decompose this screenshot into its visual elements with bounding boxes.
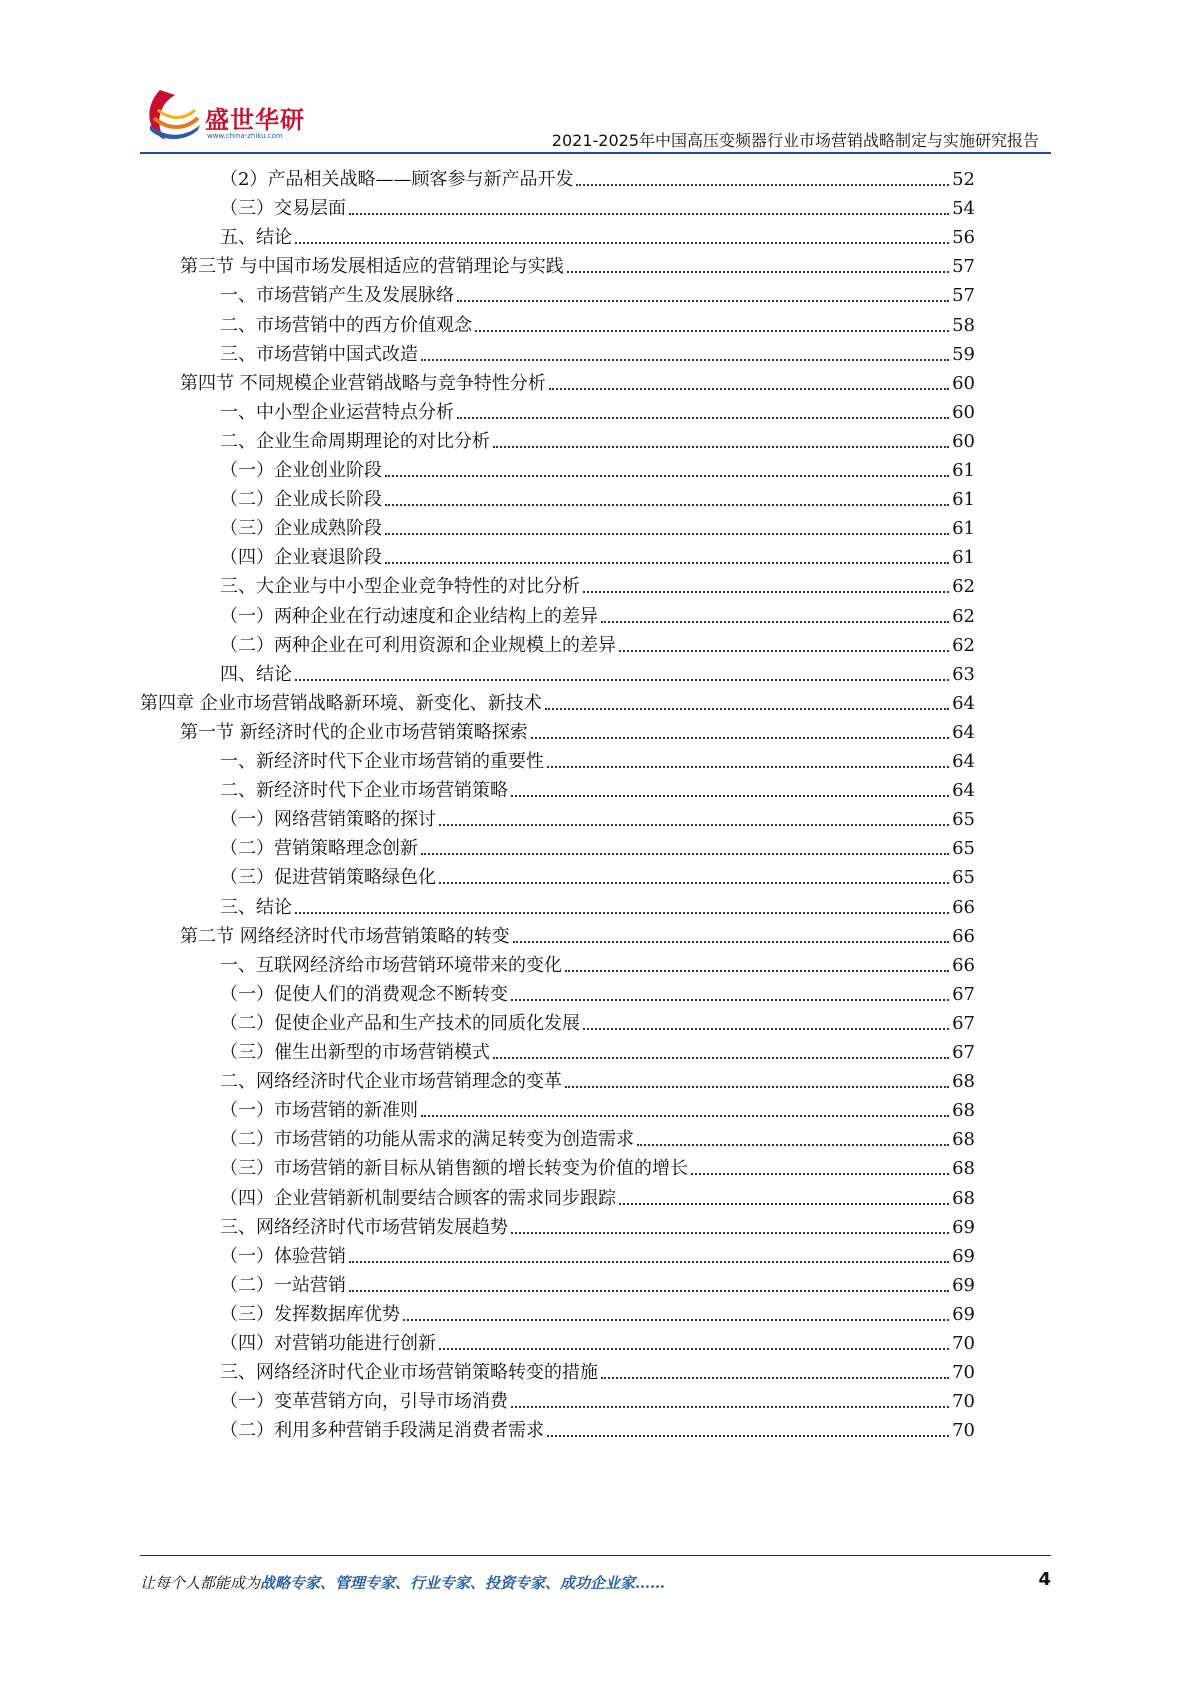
toc-entry-page: 64 (952, 692, 975, 714)
toc-entry[interactable] (220, 1121, 975, 1151)
toc-leader-dots (545, 708, 949, 710)
toc-entry-title: （三）促进营销策略绿色化 (220, 867, 436, 889)
toc-entry-title: 三、大企业与中小型企业竞争特性的对比分析 (220, 576, 580, 598)
toc-entry-title: （二）利用多种营销手段满足消费者需求 (220, 1420, 544, 1442)
toc-entry-page: 65 (952, 838, 975, 860)
toc-leader-dots (457, 417, 949, 419)
toc-entry-page: 68 (952, 1187, 975, 1209)
toc-entry[interactable] (220, 336, 975, 366)
toc-leader-dots (619, 1203, 949, 1205)
toc-entry-title: 二、企业生命周期理论的对比分析 (220, 430, 490, 452)
toc-entry-title: （四）对营销功能进行创新 (220, 1333, 436, 1354)
toc-entry-page: 60 (952, 372, 975, 394)
toc-entry-title: 第三节 与中国市场发展相适应的营销理论与实践 (180, 256, 564, 278)
toc-entry-title: 二、市场营销中的西方价值观念 (220, 314, 472, 336)
toc-entry-title: 四、结论 (220, 663, 292, 685)
toc-entry-title: 第四章 企业市场营销战略新环境、新变化、新技术 (140, 692, 542, 714)
toc-entry[interactable] (220, 1325, 975, 1355)
toc-entry-title: （三）交易层面 (220, 198, 346, 220)
toc-entry-title: （二）企业成长阶段 (220, 489, 382, 511)
toc-entry-page: 67 (952, 1042, 975, 1063)
toc-entry[interactable] (220, 947, 975, 977)
toc-entry[interactable] (220, 1150, 975, 1180)
toc-leader-dots (531, 737, 949, 739)
toc-entry-page: 60 (952, 430, 975, 452)
toc-entry-page: 63 (952, 663, 975, 685)
toc-entry-page: 66 (952, 954, 975, 976)
footer-slogan (140, 1572, 665, 1593)
toc-entry-title: （四）企业衰退阶段 (220, 547, 382, 569)
toc-entry-page: 70 (952, 1333, 975, 1354)
toc-leader-dots (439, 1348, 949, 1350)
toc-entry[interactable] (180, 714, 975, 744)
toc-entry[interactable] (220, 1180, 975, 1210)
header-divider (140, 152, 1051, 154)
toc-leader-dots (576, 184, 949, 186)
toc-entry[interactable] (220, 976, 975, 1006)
toc-entry[interactable] (220, 889, 975, 919)
toc-entry[interactable] (220, 1209, 975, 1239)
toc-entry-page: 68 (952, 1158, 975, 1180)
toc-entry[interactable] (180, 248, 975, 278)
toc-entry-page: 52 (952, 169, 975, 190)
toc-leader-dots (565, 970, 949, 972)
toc-entry-title: （一）变革营销方向，引导市场消费 (220, 1391, 508, 1413)
toc-entry-title: 第四节 不同规模企业营销战略与竞争特性分析 (180, 372, 546, 394)
toc-entry[interactable] (220, 830, 975, 860)
toc-leader-dots (295, 679, 949, 681)
footer-slogan-highlight: 战略专家、管理专家、行业专家、投资专家、成功企业家…… (260, 1574, 666, 1592)
toc-entry[interactable] (220, 1063, 975, 1093)
toc-entry-title: （二）市场营销的功能从需求的满足转变为创造需求 (220, 1129, 634, 1151)
toc-entry-title: 五、结论 (220, 227, 292, 249)
toc-entry-title: （二）一站营销 (220, 1274, 346, 1296)
toc-entry[interactable] (220, 161, 975, 191)
toc-entry-page: 66 (952, 896, 975, 918)
toc-leader-dots (385, 533, 949, 535)
toc-leader-dots (601, 1377, 949, 1379)
toc-entry-page: 60 (952, 401, 975, 423)
toc-leader-dots (439, 882, 949, 884)
toc-entry-title: （一）体验营销 (220, 1245, 346, 1267)
toc-entry-title: （三）发挥数据库优势 (220, 1303, 400, 1325)
toc-leader-dots (549, 388, 949, 390)
toc-entry[interactable] (220, 568, 975, 598)
toc-entry-title: （一）企业创业阶段 (220, 460, 382, 481)
toc-entry[interactable] (220, 452, 975, 482)
toc-entry-page: 59 (952, 343, 975, 365)
toc-entry[interactable] (220, 307, 975, 337)
brand-url: www.china-zhiku.com (207, 132, 283, 140)
toc-entry-page: 67 (952, 983, 975, 1005)
toc-entry[interactable] (220, 1354, 975, 1384)
toc-entry[interactable] (220, 510, 975, 540)
toc-entry-page: 69 (952, 1274, 975, 1296)
toc-entry-page: 70 (952, 1420, 975, 1442)
toc-entry-title: （二）两种企业在可利用资源和企业规模上的差异 (220, 634, 616, 656)
toc-leader-dots (421, 853, 949, 855)
toc-leader-dots (547, 766, 949, 768)
toc-entry-page: 57 (952, 256, 975, 278)
toc-entry-title: 一、中小型企业运营特点分析 (220, 401, 454, 423)
toc-leader-dots (403, 1319, 949, 1321)
toc-entry-title: （2）产品相关战略——顾客参与新产品开发 (220, 169, 574, 190)
toc-leader-dots (637, 1144, 949, 1146)
toc-entry-page: 68 (952, 1129, 975, 1151)
toc-entry-page: 64 (952, 780, 975, 802)
toc-entry[interactable] (180, 918, 975, 948)
brand-name: 盛世华研 (205, 106, 305, 134)
toc-entry[interactable] (220, 627, 975, 657)
toc-entry[interactable] (180, 365, 975, 395)
footer-slogan-prefix: 让每个人都能成为 (140, 1574, 261, 1592)
toc-leader-dots (601, 621, 949, 623)
toc-entry-title: （一）两种企业在行动速度和企业结构上的差异 (220, 605, 598, 627)
toc-leader-dots (349, 213, 949, 215)
toc-entry[interactable] (220, 598, 975, 628)
toc-entry-page: 62 (952, 605, 975, 627)
toc-leader-dots (457, 300, 949, 302)
toc-entry-page: 68 (952, 1071, 975, 1093)
toc-entry[interactable] (220, 1296, 975, 1326)
toc-entry[interactable] (220, 423, 975, 453)
toc-entry-title: （二）促使企业产品和生产技术的同质化发展 (220, 1012, 580, 1034)
toc-entry-page: 67 (952, 1012, 975, 1034)
toc-entry-title: 二、网络经济时代企业市场营销理念的变革 (220, 1071, 562, 1093)
toc-entry[interactable] (220, 481, 975, 511)
toc-entry[interactable] (220, 277, 975, 307)
toc-entry[interactable] (220, 1267, 975, 1297)
toc-entry-page: 66 (952, 925, 975, 947)
toc-entry-title: （一）市场营销的新准则 (220, 1100, 418, 1122)
toc-entry-title: （三）催生出新型的市场营销模式 (220, 1042, 490, 1063)
toc-leader-dots (619, 650, 949, 652)
toc-leader-dots (511, 795, 949, 797)
toc-entry[interactable] (220, 656, 975, 686)
toc-entry[interactable] (220, 190, 975, 220)
toc-entry-page: 58 (952, 314, 975, 336)
toc-entry[interactable] (220, 1034, 975, 1064)
toc-entry-page: 65 (952, 867, 975, 889)
toc-entry-title: 三、市场营销中国式改造 (220, 343, 418, 365)
report-title: 2021-2025年中国高压变频器行业市场营销战略制定与实施研究报告 (551, 131, 1039, 150)
toc-entry-title: （四）企业营销新机制要结合顾客的需求同步跟踪 (220, 1187, 616, 1209)
toc-leader-dots (385, 562, 949, 564)
toc-leader-dots (567, 271, 949, 273)
toc-entry[interactable] (220, 859, 975, 889)
toc-leader-dots (513, 941, 949, 943)
toc-entry[interactable] (220, 1092, 975, 1122)
toc-leader-dots (295, 912, 949, 914)
toc-leader-dots (511, 1232, 949, 1234)
toc-entry-page: 57 (952, 285, 975, 307)
toc-entry-title: 三、网络经济时代市场营销发展趋势 (220, 1216, 508, 1238)
toc-leader-dots (583, 1028, 949, 1030)
toc-entry-page: 61 (952, 460, 975, 481)
toc-entry[interactable] (220, 219, 975, 249)
toc-entry-page: 68 (952, 1100, 975, 1122)
toc-entry[interactable] (220, 743, 975, 773)
footer-divider (140, 1555, 1051, 1556)
toc-leader-dots (421, 359, 949, 361)
toc-entry[interactable] (220, 801, 975, 831)
toc-entry-page: 64 (952, 721, 975, 743)
toc-entry-title: 第一节 新经济时代的企业市场营销策略探索 (180, 721, 528, 743)
toc-leader-dots (421, 1115, 949, 1117)
toc-entry-page: 64 (952, 751, 975, 772)
toc-entry-page: 69 (952, 1245, 975, 1267)
toc-entry-page: 61 (952, 518, 975, 540)
toc-leader-dots (349, 1290, 949, 1292)
toc-entry-page: 54 (952, 198, 975, 220)
toc-entry-page: 62 (952, 576, 975, 598)
toc-leader-dots (511, 1406, 949, 1408)
toc-entry-page: 56 (952, 227, 975, 249)
toc-entry-title: 一、互联网经济给市场营销环境带来的变化 (220, 954, 562, 976)
page-number: 4 (1038, 1569, 1051, 1590)
toc-leader-dots (439, 824, 949, 826)
toc-entry[interactable] (220, 1238, 975, 1268)
toc-entry-title: 三、网络经济时代企业市场营销策略转变的措施 (220, 1362, 598, 1384)
toc-entry-title: 第二节 网络经济时代市场营销策略的转变 (180, 925, 510, 947)
toc-leader-dots (493, 1057, 949, 1059)
toc-leader-dots (349, 1261, 949, 1263)
toc-leader-dots (691, 1173, 949, 1175)
toc-entry-page: 70 (952, 1391, 975, 1413)
toc-entry-title: 三、结论 (220, 896, 292, 918)
toc-entry-title: （三）市场营销的新目标从销售额的增长转变为价值的增长 (220, 1158, 688, 1180)
toc-entry-title: 一、市场营销产生及发展脉络 (220, 285, 454, 307)
toc-entry-page: 65 (952, 809, 975, 831)
toc-entry[interactable] (220, 539, 975, 569)
toc-entry-title: （一）促使人们的消费观念不断转变 (220, 983, 508, 1005)
toc-entry-title: 一、新经济时代下企业市场营销的重要性 (220, 751, 544, 772)
toc-entry-page: 70 (952, 1362, 975, 1384)
toc-entry-page: 62 (952, 634, 975, 656)
toc-entry[interactable] (220, 772, 975, 802)
toc-entry-page: 69 (952, 1216, 975, 1238)
toc-entry-title: （二）营销策略理念创新 (220, 838, 418, 860)
toc-leader-dots (385, 475, 949, 477)
toc-entry-title: （三）企业成熟阶段 (220, 518, 382, 540)
toc-entry-page: 69 (952, 1303, 975, 1325)
toc-entry-page: 61 (952, 489, 975, 511)
toc-entry[interactable] (220, 394, 975, 424)
toc-entry[interactable] (140, 685, 975, 715)
toc-entry-title: 二、新经济时代下企业市场营销策略 (220, 780, 508, 802)
toc-leader-dots (583, 591, 949, 593)
toc-leader-dots (547, 1435, 949, 1437)
toc-leader-dots (493, 446, 949, 448)
toc-leader-dots (385, 504, 949, 506)
toc-entry[interactable] (220, 1383, 975, 1413)
toc-entry[interactable] (220, 1005, 975, 1035)
toc-leader-dots (475, 330, 949, 332)
toc-leader-dots (565, 1086, 949, 1088)
toc-leader-dots (511, 999, 949, 1001)
toc-leader-dots (295, 242, 949, 244)
toc-entry-title: （一）网络营销策略的探讨 (220, 809, 436, 831)
toc-entry-page: 61 (952, 547, 975, 569)
toc-entry[interactable] (220, 1412, 975, 1442)
